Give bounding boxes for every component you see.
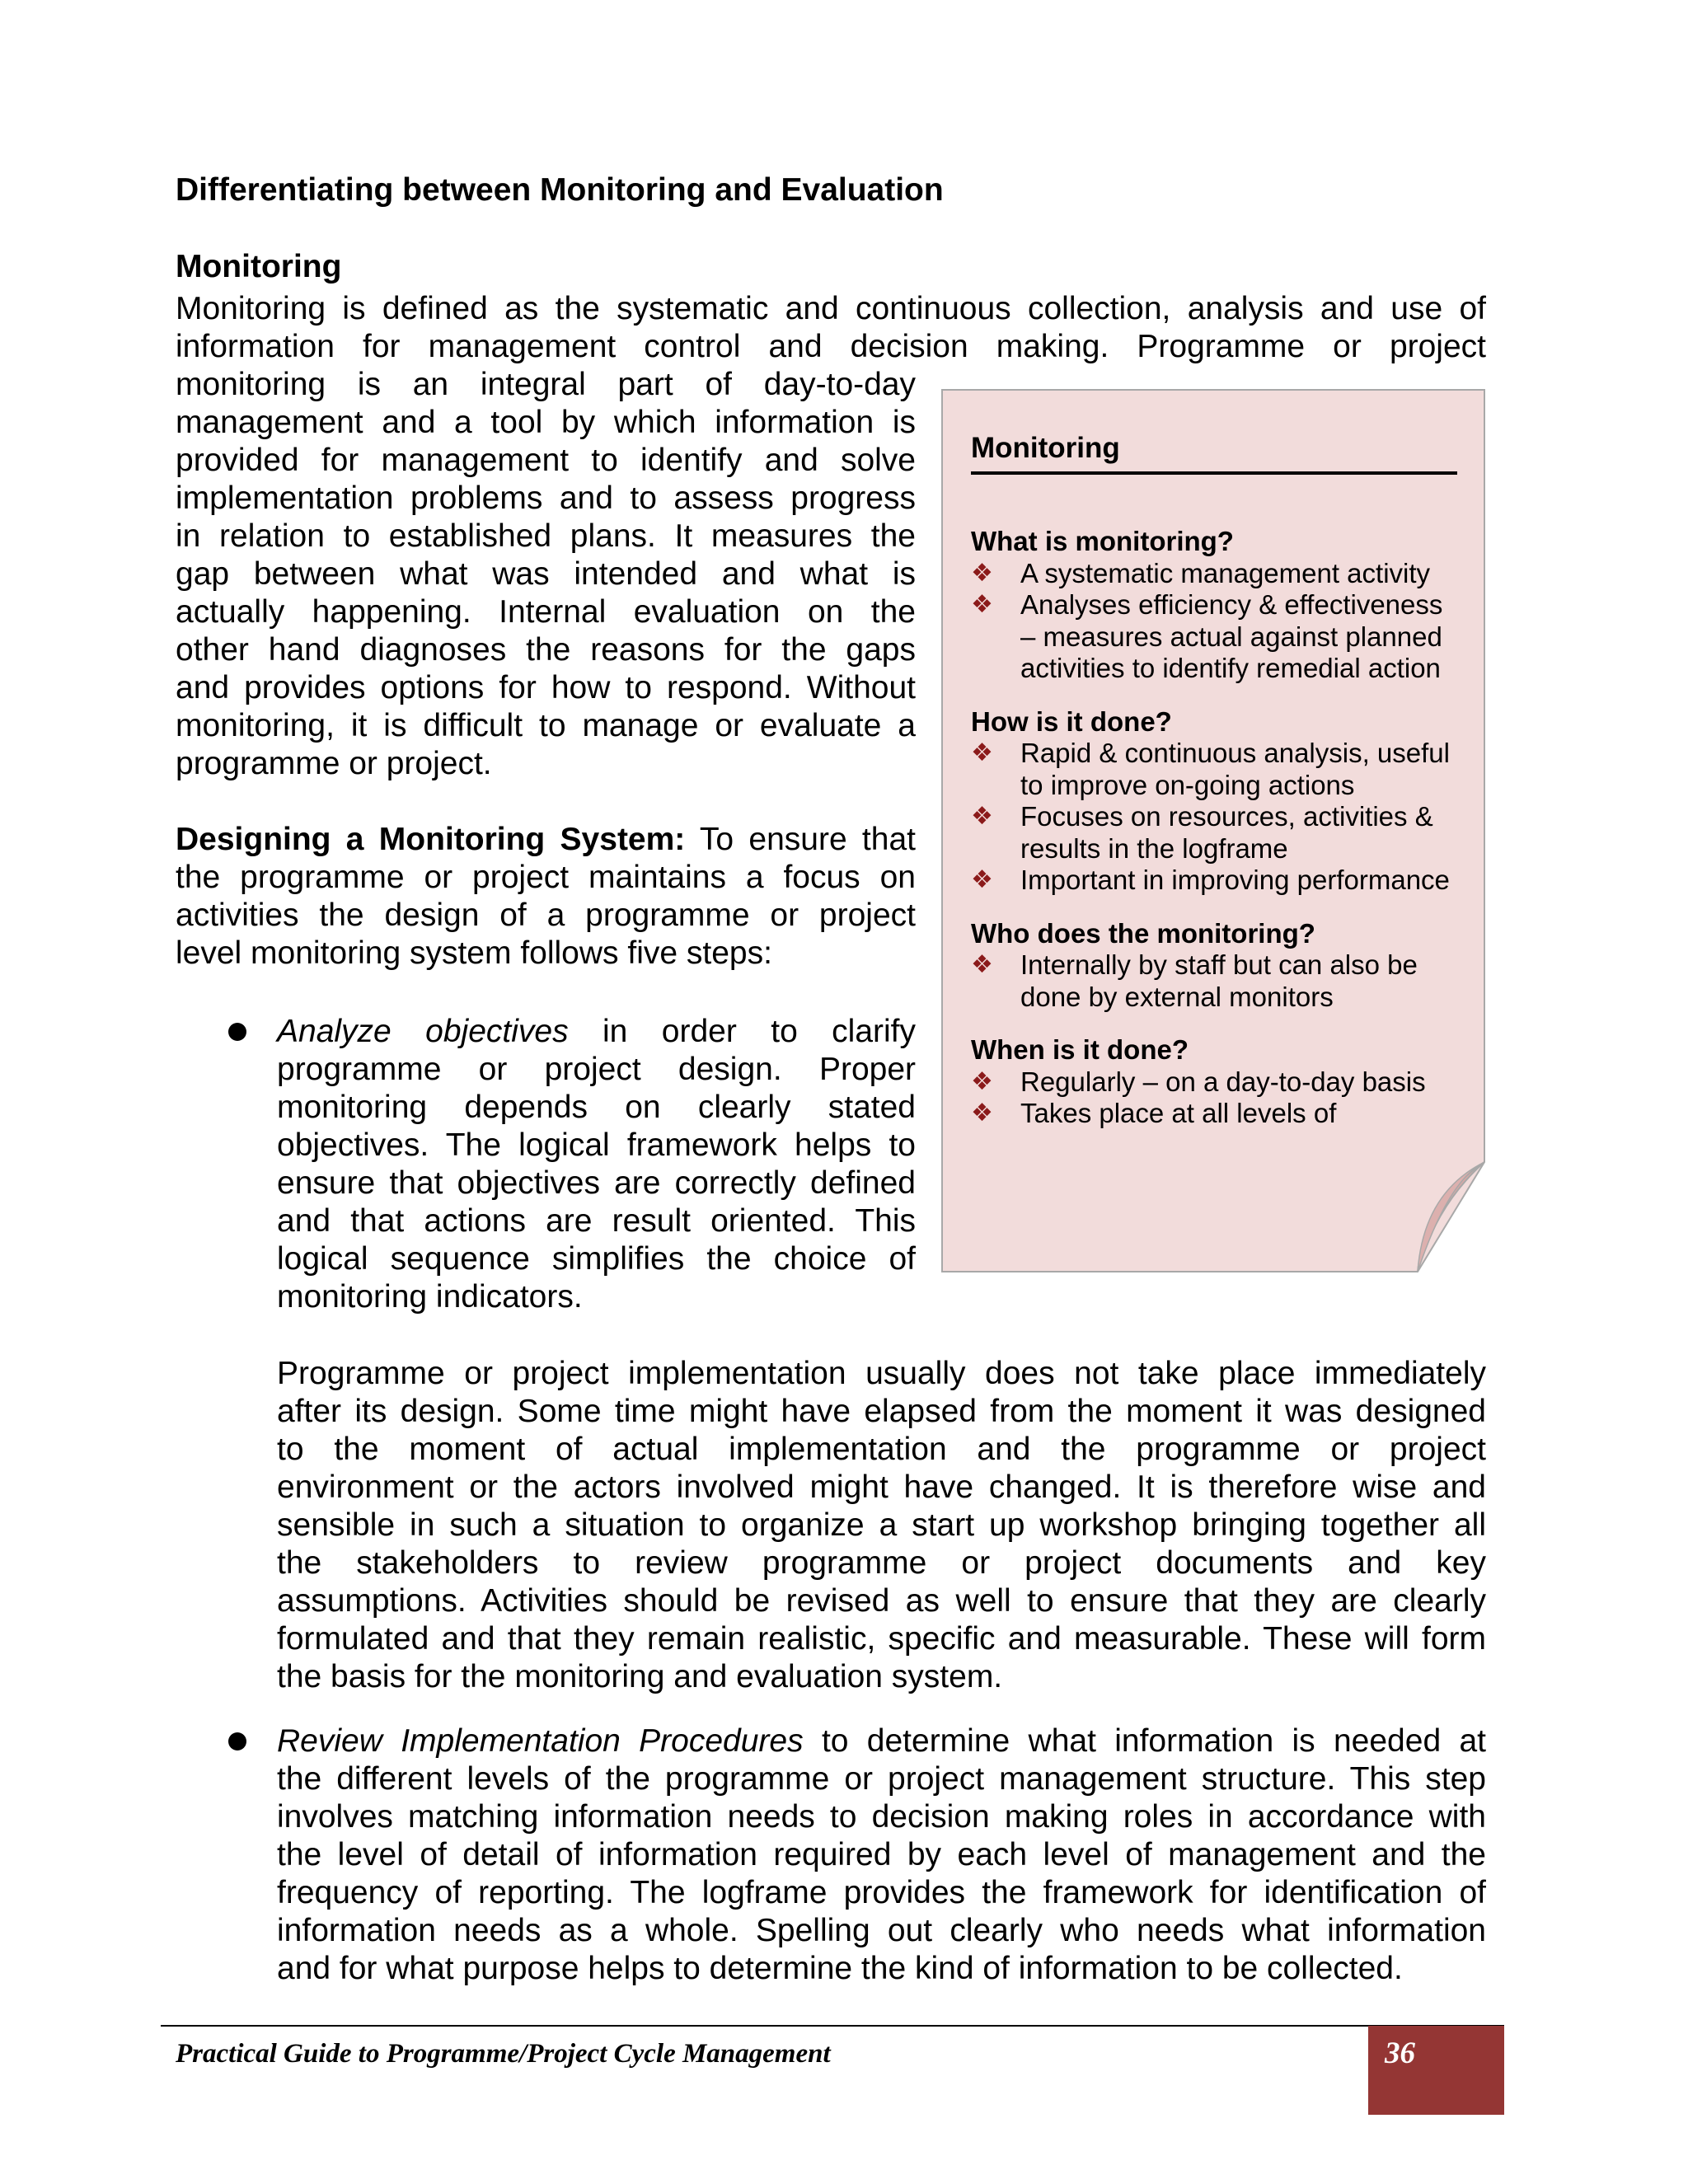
design-paragraph	[176, 821, 916, 972]
callout-list-item	[971, 558, 1457, 590]
text-line: ensure that objectives are correctly defined	[277, 1165, 916, 1201]
text-line: activities the design of a programme or project	[176, 898, 916, 933]
callout-list-item	[971, 738, 1457, 801]
bullet-point	[228, 1023, 246, 1041]
text-line: after its design. Some time might have elapsed from the moment it was designed	[277, 1394, 1486, 1429]
text-line: Analyze objectives in order to clarify	[277, 1014, 917, 1049]
callout-question: What is monitoring?	[971, 526, 1234, 556]
page-number-box	[1368, 2026, 1504, 2115]
text-line: programme or project design. Proper	[277, 1052, 916, 1087]
text-line: frequency of reporting. The logframe provides the framework for identification of	[277, 1875, 1486, 1910]
text-line: the level of detail of information required by each level of management and the	[277, 1837, 1486, 1872]
bullet-term: Analyze objectives	[277, 1014, 569, 1049]
callout-list-item	[971, 801, 1457, 865]
footer-divider	[161, 2025, 1504, 2027]
text-line: Review Implementation Procedures to determine what information is needed at	[277, 1723, 1486, 1759]
text-line: the programme or project maintains a focus on	[176, 860, 916, 895]
diamond-bullet-icon: ❖	[971, 950, 993, 979]
callout-list-item	[971, 1066, 1457, 1099]
text-line: the basis for the monitoring and evaluation system.	[277, 1659, 1003, 1694]
diamond-bullet-icon: ❖	[971, 1066, 993, 1096]
text-line: objectives. The logical framework helps to	[277, 1127, 916, 1163]
diamond-bullet-icon: ❖	[971, 1099, 993, 1127]
text-line: and that actions are result oriented. This	[277, 1203, 916, 1239]
text-line: Designing a Monitoring System: To ensure that	[176, 822, 916, 857]
text-line: to the moment of actual implementation and the programme or project	[277, 1432, 1486, 1467]
text-line: programme or project.	[176, 746, 492, 781]
callout-item-text: Analyses efficiency & effectiveness – measures actual against planned activities to identify remedial action	[1020, 589, 1443, 683]
monitoring-heading: Monitoring	[176, 249, 342, 284]
text-line: the stakeholders to review programme or project documents and key	[277, 1545, 1486, 1581]
page-number: 36	[1385, 2036, 1415, 2070]
bullet-point	[228, 1732, 246, 1750]
text-line: level monitoring system follows five steps:	[176, 935, 772, 971]
monitoring-paragraph	[176, 366, 916, 783]
callout-list-item	[971, 1098, 1457, 1130]
callout-list-item	[971, 589, 1457, 685]
text-line: Monitoring is defined as the systematic and continuous collection, analysis and use of	[176, 291, 1486, 326]
callout-item-text: Internally by staff but can also be done by external monitors	[1020, 949, 1418, 1012]
bullet-review-procedures	[277, 1722, 1486, 1988]
text-line: monitoring is an integral part of day-to-day	[176, 367, 916, 402]
text-line: information for management control and decision making. Programme or project	[176, 329, 1486, 364]
diamond-bullet-icon: ❖	[971, 558, 993, 588]
design-heading: Designing a Monitoring System:	[176, 822, 686, 857]
bullet-term: Review Implementation Procedures	[277, 1723, 804, 1759]
bullet-analyze-objectives	[277, 1013, 916, 1316]
text-line: and for what purpose helps to determine the kind of information to be collected.	[277, 1951, 1403, 1986]
text-line: actually happening. Internal evaluation on the	[176, 594, 916, 630]
callout-item-text: Regularly – on a day-to-day basis	[1020, 1066, 1426, 1097]
callout-content	[971, 430, 1457, 1130]
callout-item-text: Important in improving performance	[1020, 865, 1450, 895]
text-line: formulated and that they remain realistic, specific and measurable. These will form	[277, 1621, 1486, 1657]
text-line: provided for management to identify and solve	[176, 443, 916, 478]
text-line: monitoring depends on clearly stated	[277, 1090, 916, 1125]
implementation-paragraph	[277, 1355, 1486, 1696]
page-title: Differentiating between Monitoring and Evaluation	[176, 172, 944, 208]
callout-item-text: A systematic management activity	[1020, 557, 1431, 588]
text-line: in relation to established plans. It measures the	[176, 518, 916, 554]
monitoring-callout-box	[941, 389, 1485, 1272]
callout-sections	[971, 526, 1457, 1130]
callout-item-text: Rapid & continuous analysis, useful to improve on-going actions	[1020, 738, 1450, 800]
text-line: monitoring indicators.	[277, 1279, 583, 1315]
callout-list-item	[971, 865, 1457, 897]
footer-title: Practical Guide to Programme/Project Cycle Management	[176, 2039, 831, 2069]
text-line: management and a tool by which information is	[176, 405, 916, 440]
callout-list-item	[971, 949, 1457, 1013]
text-line: the different levels of the programme or project management structure. This step	[277, 1761, 1486, 1797]
text-line: information needs as a whole. Spelling out clearly who needs what information	[277, 1913, 1486, 1948]
callout-question: Who does the monitoring?	[971, 917, 1315, 949]
callout-item-text: Focuses on resources, activities & results in the logframe	[1020, 801, 1433, 864]
text-line: involves matching information needs to decision making roles in accordance with	[277, 1799, 1486, 1835]
intro-paragraph	[176, 290, 1486, 366]
callout-question: When is it done?	[971, 1034, 1189, 1065]
text-line: sensible in such a situation to organize a start up workshop bringing together all	[277, 1507, 1486, 1543]
diamond-bullet-icon: ❖	[971, 590, 993, 619]
diamond-bullet-icon: ❖	[971, 865, 993, 894]
callout-title: Monitoring	[971, 430, 1457, 475]
text-line: monitoring, it is difficult to manage or evaluate a	[176, 708, 916, 743]
text-line: Programme or project implementation usually does not take place immediately	[277, 1356, 1486, 1391]
diamond-bullet-icon: ❖	[971, 802, 993, 831]
callout-item-text: Takes place at all levels of	[1020, 1098, 1337, 1128]
text-line: environment or the actors involved might have changed. It is therefore wise and	[277, 1469, 1486, 1505]
text-line: assumptions. Activities should be revised as well to ensure that they are clearly	[277, 1583, 1486, 1619]
text-line: and provides options for how to respond. Without	[176, 670, 916, 705]
diamond-bullet-icon: ❖	[971, 738, 993, 767]
text-line: logical sequence simplifies the choice of	[277, 1241, 916, 1277]
callout-question: How is it done?	[971, 705, 1172, 737]
text-line: implementation problems and to assess progress	[176, 480, 916, 516]
text-line: other hand diagnoses the reasons for the gaps	[176, 632, 916, 668]
text-line: gap between what was intended and what is	[176, 556, 916, 592]
